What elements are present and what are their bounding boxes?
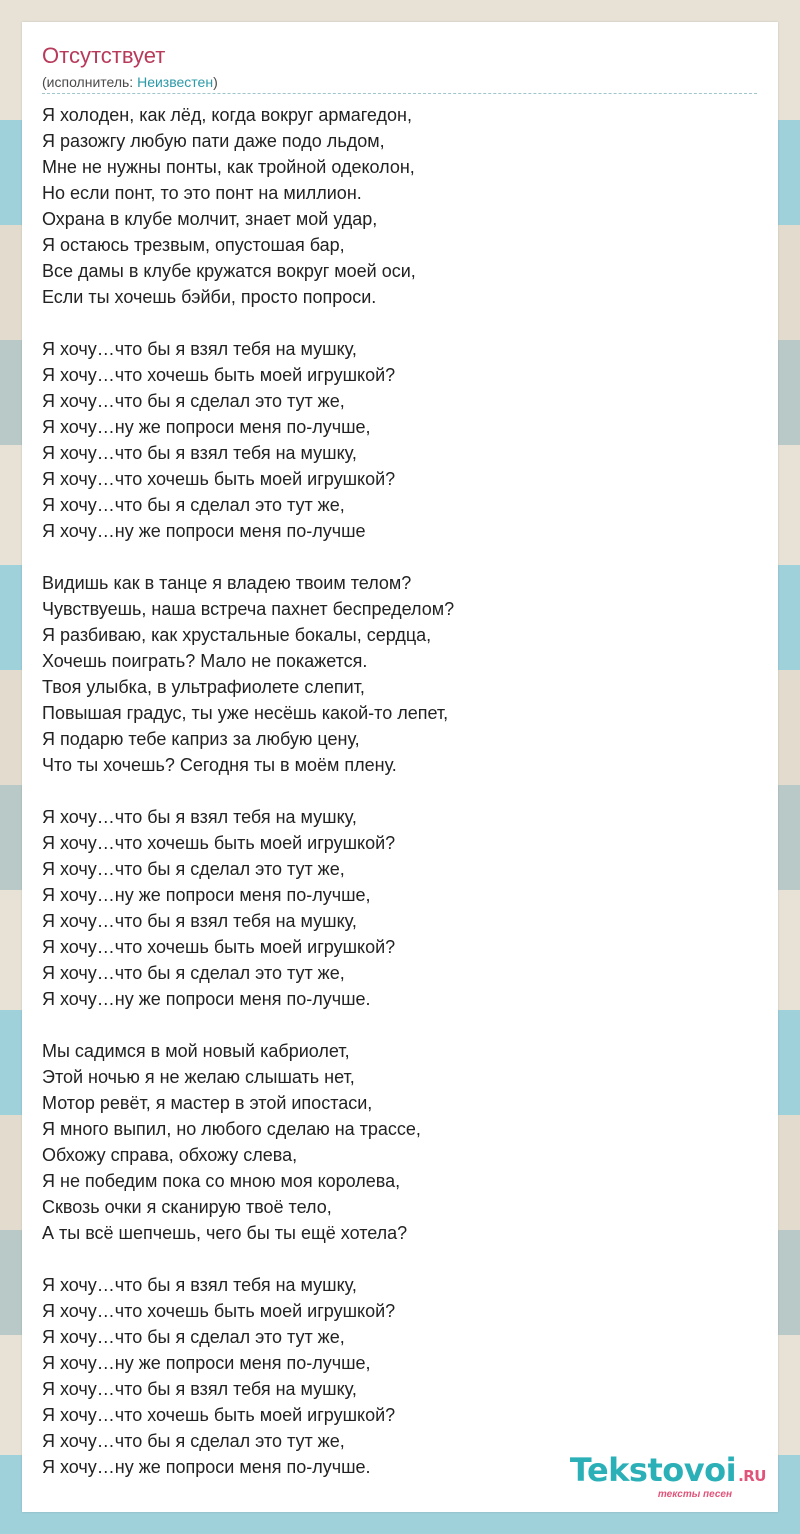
lyric-line: Мотор ревёт, я мастер в этой ипостаси,	[42, 1093, 373, 1113]
lyric-line: Я хочу…что бы я взял тебя на мушку,	[42, 1379, 357, 1399]
lyric-line: Охрана в клубе молчит, знает мой удар,	[42, 209, 378, 229]
stanza	[42, 804, 757, 1012]
lyric-line: Твоя улыбка, в ультрафиолете слепит,	[42, 677, 365, 697]
stanza	[42, 336, 757, 544]
stanza	[42, 570, 757, 778]
lyric-line: Я хочу…что бы я взял тебя на мушку,	[42, 339, 357, 359]
lyric-line: Мне не нужны понты, как тройной одеколон,	[42, 157, 415, 177]
lyric-line: Если ты хочешь бэйби, просто попроси.	[42, 287, 377, 307]
lyric-line: Я остаюсь трезвым, опустошая бар,	[42, 235, 345, 255]
lyric-line: Я хочу…ну же попроси меня по-лучше	[42, 521, 366, 541]
lyric-line: Я много выпил, но любого сделаю на трассе,	[42, 1119, 421, 1139]
lyric-line: Я хочу…ну же попроси меня по-лучше,	[42, 885, 371, 905]
performer-suffix: )	[213, 74, 218, 90]
lyric-line: Я хочу…что бы я взял тебя на мушку,	[42, 443, 357, 463]
lyric-line: Я хочу…что бы я взял тебя на мушку,	[42, 807, 357, 827]
lyric-line: Что ты хочешь? Сегодня ты в моём плену.	[42, 755, 397, 775]
logo-wordmark	[570, 1453, 766, 1493]
lyric-line: Сквозь очки я сканирую твоё тело,	[42, 1197, 332, 1217]
logo-name: Tekstovoi	[569, 1451, 737, 1489]
lyric-line: Я не победим пока со мною моя королева,	[42, 1171, 401, 1191]
lyric-line: Я хочу…что хочешь быть моей игрушкой?	[42, 1301, 396, 1321]
lyric-line: Я хочу…что бы я взял тебя на мушку,	[42, 1275, 357, 1295]
performer-line	[42, 73, 757, 94]
performer-prefix: (исполнитель:	[42, 74, 138, 90]
lyric-line: Я хочу…что хочешь быть моей игрушкой?	[42, 365, 396, 385]
song-title: Отсутствует	[42, 43, 166, 68]
logo-tagline: тексты песен	[657, 1489, 732, 1500]
performer-link[interactable]: Неизвестен	[137, 74, 214, 90]
lyric-line: А ты всё шепчешь, чего бы ты ещё хотела?	[42, 1223, 408, 1243]
lyric-line: Все дамы в клубе кружатся вокруг моей оси,	[42, 261, 416, 281]
lyric-line: Я разбиваю, как хрустальные бокалы, сердца,	[42, 625, 432, 645]
lyric-line: Я хочу…ну же попроси меня по-лучше.	[42, 989, 371, 1009]
lyric-line: Хочешь поиграть? Мало не покажется.	[42, 651, 368, 671]
lyric-line: Я хочу…ну же попроси меня по-лучше,	[42, 417, 371, 437]
stanza	[42, 102, 757, 310]
lyric-line: Обхожу справа, обхожу слева,	[42, 1145, 298, 1165]
lyric-line: Я хочу…ну же попроси меня по-лучше.	[42, 1457, 371, 1477]
lyric-line: Я хочу…что хочешь быть моей игрушкой?	[42, 937, 396, 957]
lyric-line: Повышая градус, ты уже несёшь какой-то лепет,	[42, 703, 449, 723]
lyric-line: Чувствуешь, наша встреча пахнет беспределом?	[42, 599, 455, 619]
lyrics-text	[42, 102, 757, 1506]
lyric-line: Я хочу…что бы я сделал это тут же,	[42, 1327, 345, 1347]
lyric-line: Но если понт, то это понт на миллион.	[42, 183, 362, 203]
lyric-line: Я хочу…что бы я сделал это тут же,	[42, 1431, 345, 1451]
stanza	[42, 1272, 757, 1480]
lyric-line: Я хочу…что бы я сделал это тут же,	[42, 859, 345, 879]
song-header	[42, 42, 757, 94]
lyric-line: Мы садимся в мой новый кабриолет,	[42, 1041, 350, 1061]
lyric-line: Я хочу…ну же попроси меня по-лучше,	[42, 1353, 371, 1373]
lyric-line: Этой ночью я не желаю слышать нет,	[42, 1067, 355, 1087]
stanza	[42, 1038, 757, 1246]
logo-tld: .RU	[738, 1467, 766, 1485]
site-logo[interactable]	[570, 1453, 766, 1500]
lyrics-card	[22, 22, 778, 1512]
lyric-line: Я хочу…что бы я сделал это тут же,	[42, 963, 345, 983]
lyric-line: Я хочу…что бы я сделал это тут же,	[42, 495, 345, 515]
lyric-line: Я подарю тебе каприз за любую цену,	[42, 729, 360, 749]
lyric-line: Я хочу…что хочешь быть моей игрушкой?	[42, 1405, 396, 1425]
lyric-line: Видишь как в танце я владею твоим телом?	[42, 573, 412, 593]
lyric-line: Я разожгу любую пати даже подо льдом,	[42, 131, 385, 151]
lyric-line: Я хочу…что хочешь быть моей игрушкой?	[42, 833, 396, 853]
lyric-line: Я хочу…что бы я взял тебя на мушку,	[42, 911, 357, 931]
lyric-line: Я холоден, как лёд, когда вокруг армагедон,	[42, 105, 412, 125]
lyric-line: Я хочу…что бы я сделал это тут же,	[42, 391, 345, 411]
lyric-line: Я хочу…что хочешь быть моей игрушкой?	[42, 469, 396, 489]
